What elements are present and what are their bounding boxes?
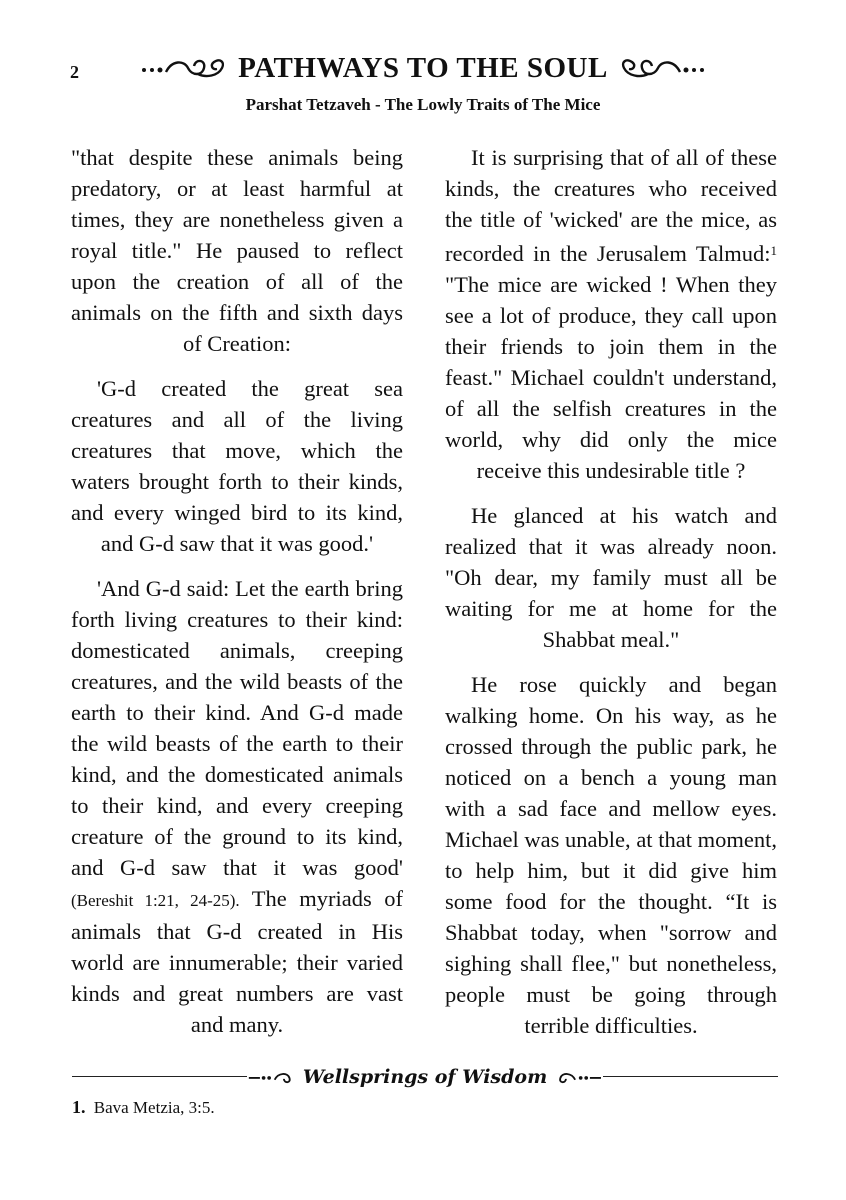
paragraph-text-continued: "The mice are wicked ! When they see a lot of produce, they call upon their friends to join them in the feast." Michael couldn't understand, of all the selfish creatures in the world, why did only the mice receive this undesirable title ? xyxy=(445,272,777,483)
divider-line-right xyxy=(603,1076,778,1077)
page-header xyxy=(0,0,846,130)
citation: (Bereshit 1:21, 24-25). xyxy=(71,891,240,910)
page-title: PATHWAYS TO THE SOUL xyxy=(238,51,608,84)
paragraph-tail: The myriads of animals that G-d created in His world are innumerable; their varied kinds and great numbers are vast and many. xyxy=(71,886,403,1037)
footnote xyxy=(72,1097,215,1118)
divider-line-left xyxy=(72,1076,247,1077)
footer-title: Wellsprings of Wisdom xyxy=(302,1066,548,1088)
flourish-right-icon xyxy=(616,56,706,80)
page-subtitle: Parshat Tetzaveh - The Lowly Traits of The Mice xyxy=(245,95,601,114)
footer-center xyxy=(247,1063,603,1091)
left-paragraph-1: "that despite these animals being predatory, or at least harmful at times, they are nonetheless given a royal title." He paused to reflect upon the creation of all of the animals on the fifth and sixth days of Creation: xyxy=(71,145,403,356)
right-column xyxy=(445,142,777,1041)
title-row xyxy=(128,48,718,88)
left-column xyxy=(71,142,403,1040)
right-paragraph-3: He rose quickly and began walking home. On his way, as he crossed through the public park, he noticed on a bench a young man with a sad face and mellow eyes. Michael was unable, at that moment, to help him, but it did give him some food for the thought. “It is Shabbat today, when "sorrow and sighing shall flee," but nonetheless, people must be going through terrible difficulties. xyxy=(445,672,777,1038)
footnote-text: Bava Metzia, 3:5. xyxy=(93,1098,215,1117)
left-paragraph-3 xyxy=(71,573,403,1040)
flourish-left-icon xyxy=(140,56,230,80)
flourish-divider-right-icon xyxy=(553,1069,603,1085)
footnote-number: 1. xyxy=(72,1097,86,1117)
page-number: 2 xyxy=(70,62,79,82)
paragraph-text: It is surprising that of all of these kinds, the creatures who received the title of 'wicked' are the mice, as recorded in the Jerusalem Talmud: xyxy=(445,145,777,266)
footer-divider xyxy=(72,1063,778,1091)
left-paragraph-2: 'G-d created the great sea creatures and all of the living creatures that move, which the waters brought forth to their kinds, and every winged bird to its kind, and G-d saw that it was good.' xyxy=(71,376,403,556)
footnote-reference[interactable]: 1 xyxy=(770,243,777,258)
right-paragraph-1 xyxy=(445,142,777,486)
quote-text: 'And G-d said: Let the earth bring forth living creatures to their kind: domesticated animals, creeping creatures, and the wild beasts of the earth to their kind. And G-d made the wild beasts of the earth to their kind, and the domesticated animals to their kind, and every creeping creature of the ground to its kind, and G-d saw that it was good' xyxy=(71,576,403,880)
flourish-divider-left-icon xyxy=(247,1069,297,1085)
right-paragraph-2: He glanced at his watch and realized that it was already noon. "Oh dear, my family must all be waiting for me at home for the Shabbat meal." xyxy=(445,503,777,652)
